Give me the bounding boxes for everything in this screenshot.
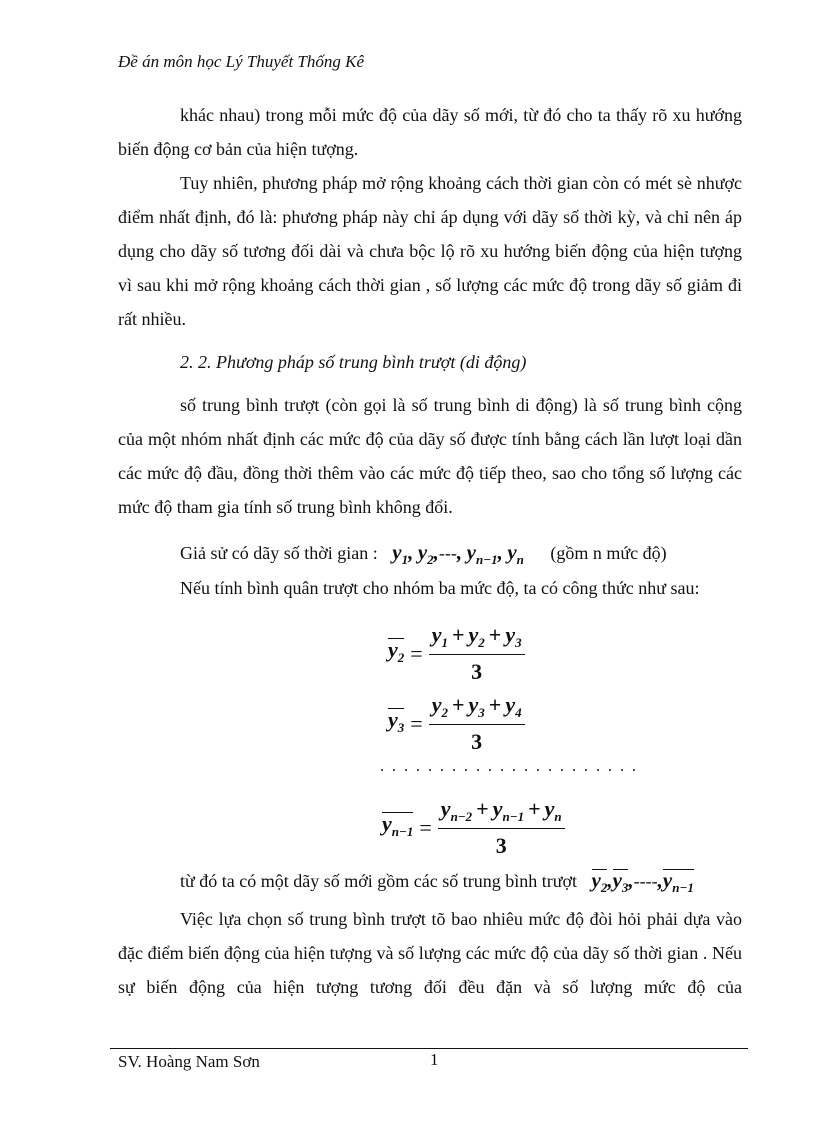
moving-average-line bbox=[180, 868, 694, 898]
paragraph-3: số trung bình trượt (còn gọi là số trung bình di động) là số trung bình cộng của một nhóm nhất định các mức độ của dãy số được tính bằng cách lần lượt loại dần các mức độ đầu, đồng thời thêm vào các mức độ tiếp theo, sao cho tổng số lượng các mức độ tham gia tính số trung bình không đổi. bbox=[118, 395, 742, 517]
page-number: 1 bbox=[430, 1050, 439, 1069]
footer-divider bbox=[110, 1048, 748, 1049]
assumption-line bbox=[180, 540, 667, 568]
formula-yn-1: $y_{n-1}$ = $\frac{y_{n-2} + y_{n-1} + y_n}{3}$ bbox=[382, 796, 565, 859]
footer-author: SV. Hoàng Nam Sơn bbox=[118, 1052, 260, 1071]
section-heading: 2. 2. Phương pháp số trung bình trượt (di động) bbox=[180, 352, 527, 372]
assumption-prefix: Giả sử có dãy số thời gian : bbox=[180, 543, 378, 563]
formula-y2: $y_2$ = $\frac{y_1 + y_2 + y_3}{3}$ bbox=[388, 622, 525, 685]
moving-average-text: từ đó ta có một dãy số mới gồm các số trung bình trượt bbox=[180, 871, 577, 891]
paragraph-1: khác nhau) trong mỗi mức độ của dãy số mới, từ đó cho ta thấy rõ xu hướng biến động cơ bản của hiện tượng. bbox=[118, 105, 742, 159]
paragraph-2: Tuy nhiên, phương pháp mở rộng khoảng cách thời gian còn có mét sè nhược điểm nhất định, đó là: phương pháp này chỉ áp dụng với dãy số thời kỳ, và chỉ nên áp dụng cho dãy số tương đối dài và chưa bộc lộ rõ xu hướng biến động của hiện tượng vì sau khi mở rộng khoảng cách thời gian , số lượng các mức độ trong dãy số giảm đi rất nhiều. bbox=[118, 173, 742, 329]
formula-y3: $y_3$ = $\frac{y_2 + y_3 + y_4}{3}$ bbox=[388, 692, 525, 755]
page-header-title: Đề án môn học Lý Thuyết Thống Kê bbox=[118, 52, 365, 71]
moving-average-sequence: $y_2,y_3,----,y_{n-1}$ bbox=[592, 871, 694, 891]
assumption-suffix: (gồm n mức độ) bbox=[550, 543, 667, 563]
paragraph-4: Việc lựa chọn số trung bình trượt tõ bao nhiêu mức độ đòi hỏi phải dựa vào đặc điểm biến động của hiện tượng và số lượng các mức độ của dãy số thời gian . Nếu sự biến động của hiện tượng tương đối đều đặn và số lượng mức độ của bbox=[118, 909, 742, 997]
formula-intro-line: Nếu tính bình quân trượt cho nhóm ba mức độ, ta có công thức như sau: bbox=[180, 578, 700, 598]
sequence-y: $y_1$, $y_2,---$, $y_{n-1}$, $y_n$ bbox=[392, 540, 524, 567]
ellipsis-dots: . . . . . . . . . . . . . . . . . . . . . . bbox=[380, 758, 638, 775]
